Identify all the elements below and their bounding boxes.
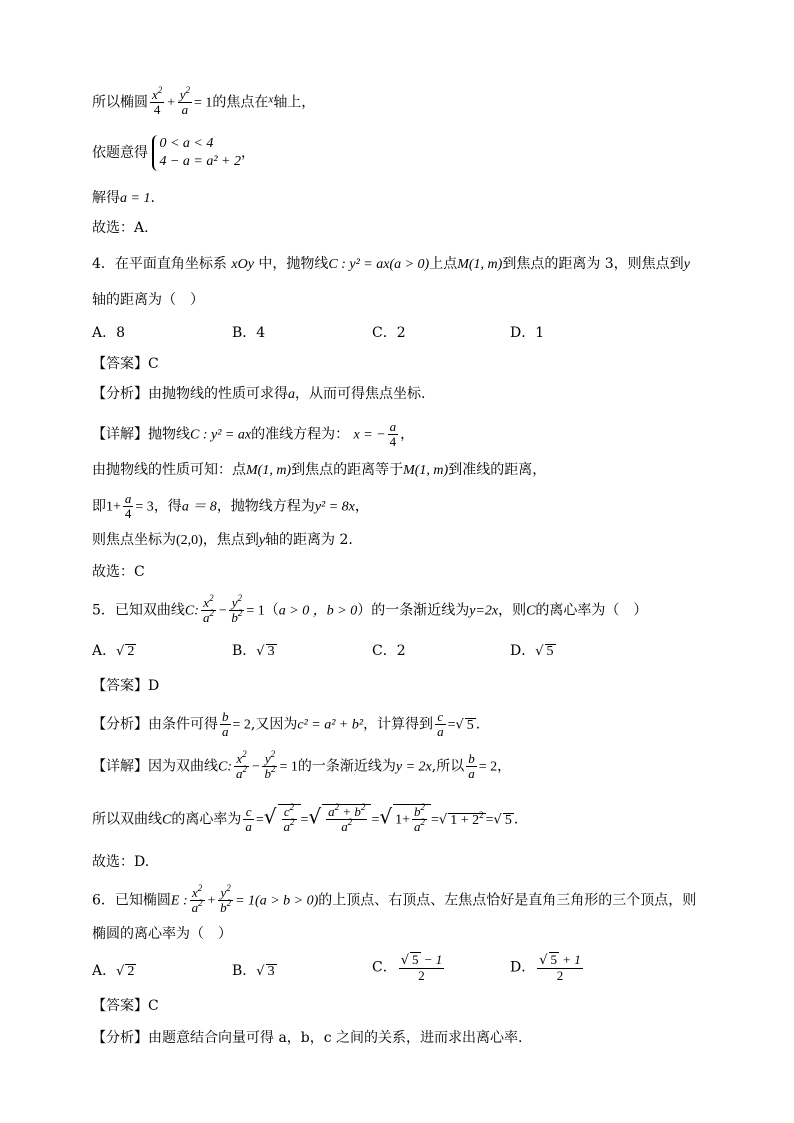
q4-option-d: D．1 [510,325,545,341]
question-4-line-2: 轴的距离为（ ） [92,292,204,308]
question-6-line-2: 椭圆的离心率为（ ） [92,926,232,942]
line-condition-system [92,135,255,171]
q5-detail: 【详解】因为双曲线C: $\frac{x^2}{a^2}$ − $\frac{y^2}{b^2}$ = 1的一条渐近线为y = 2x,所以 $\frac{b}{a}$ = 2， [92,749,512,781]
math-x: x [268,93,274,106]
q4-option-b: B．4 [232,325,266,341]
text: 所以椭圆 [92,94,148,111]
line-choice-a [92,218,149,238]
q6-answer: 【答案】C [92,998,159,1014]
text: 依题意得 [92,145,148,161]
question-5-line-1: 5．已知双曲线C: $\frac{x^2}{a^2}$ − $\frac{y^2}{b^2}$ = 1（a > 0 ，b > 0）的一条渐近线为y=2x，则C的离心率为（ ） [92,593,648,625]
q4-detail: 【详解】抛物线C : y² = ax的准线方程为： x = − $\frac{a}{4}$ ， [92,419,415,449]
q4-focus: 则焦点坐标为(2,0)，焦点到y轴的距离为 2. [92,532,353,548]
text: 解得 [92,190,120,206]
q4-analysis: 【分析】由抛物线的性质可求得a，从而可得焦点坐标. [92,386,426,402]
q4-option-c: C．2 [372,325,406,341]
text: ， [241,145,255,161]
fraction-a-over-4: $\frac{a}{4}$ [389,419,397,449]
q4-answer: 【答案】C [92,356,159,372]
fraction-y2-over-b2: $\frac{y^2}{b^2}$ [231,593,243,625]
q4-option-a: A．8 [92,325,126,341]
q5-choice: 故选：D. [92,854,150,870]
q4-property: 由抛物线的性质可知：点M(1, m)到焦点的距离等于M(1, m)到准线的距离， [92,462,547,478]
text: 轴上， [273,94,316,111]
text: 故选：A. [92,220,149,236]
text: . [150,190,155,206]
q6-analysis: 【分析】由题意结合向量可得 a，b，c 之间的关系，进而求出离心率. [92,1030,523,1046]
q6-option-d: D． $\frac{√ 5 + 1}{2}$ [510,952,581,983]
question-4-line-1: 4．在平面直角坐标系 xOy 中，抛物线C : y² = ax(a > 0)上点M(1, m)到焦点的距离为 3，则焦点到y [92,256,690,272]
q5-eccentricity: 所以双曲线C的离心率为 $\frac{c}{a}$ =√ $\frac{c^2}{a^2}$ =√ $\frac{a^2 + b^2}{a^2}$ =√ 1+ $\frac{b^2}{a^2}$ =√ $1 + 2^2$ =√ 5 . [92,802,519,834]
text: 的焦点在 [212,94,269,111]
fraction-x2-over-a2: $\frac{x^2}{a^2}$ [202,593,214,625]
q5-option-d: D．√ 5 [510,643,554,659]
q5-option-a: A．√ 2 [92,643,135,659]
q6-option-b: B．√ 3 [232,963,275,979]
q5-answer: 【答案】D [92,678,160,694]
math-a-equals-1: a = 1 [120,191,151,206]
q6-option-c: C． $\frac{√ 5 - 1}{2}$ [372,952,443,983]
fraction-a-over-4: $\frac{a}{4}$ [124,491,132,521]
q5-analysis: 【分析】由条件可得 $\frac{b}{a}$ = 2,又因为c² = a² + b²，计算得到 $\frac{c}{a}$ =√ 5 . [92,709,481,739]
fraction-y2-over-a: $\frac{y^2}{a}$ [179,85,191,117]
fraction-x2-over-4: $\frac{x^2}{4}$ [152,85,163,117]
q4-choice: 故选：C [92,564,145,580]
q4-equation: 即1+ $\frac{a}{4}$ = 3，得a ＝ 8，抛物线方程为y² = 8x， [92,491,369,521]
q5-option-c: C．2 [372,643,406,659]
line-solution [92,188,155,209]
line-ellipse-focus: 所以椭圆 $\frac{x^2}{4}$ + $\frac{y^2}{a}$ = 1的焦点在$^x$轴上， [92,85,316,117]
q6-option-a: A．√ 2 [92,963,135,979]
question-6-line-1: 6．已知椭圆E : $\frac{x^2}{a^2}$ + $\frac{y^2}{b^2}$ = 1(a > b > 0)的上顶点、右顶点、左焦点恰好是直角三角形的三个顶点，则 [92,883,697,915]
q5-option-b: B．√ 3 [232,643,275,659]
equation-system: 0 < a < 4 4 − a = a² + 2 [152,135,241,171]
